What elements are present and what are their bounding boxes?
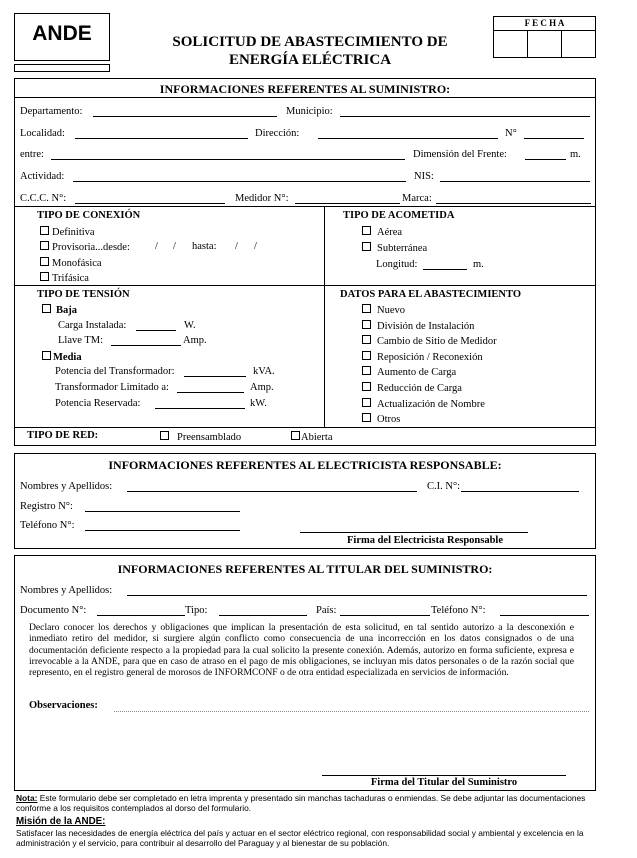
marca-field[interactable] (436, 203, 591, 204)
checkbox-division[interactable] (362, 320, 474, 332)
tension-top-divider (15, 285, 595, 286)
checkbox-baja[interactable] (42, 304, 77, 316)
titular-documento-label: Documento N°: (20, 605, 87, 616)
supply-title: INFORMACIONES REFERENTES AL SUMINISTRO: (159, 82, 451, 96)
titular-firma-label: Firma del Titular del Suministro (370, 777, 518, 788)
electricista-ci-field[interactable] (461, 491, 579, 492)
numero-field[interactable] (524, 138, 584, 139)
red-title: TIPO DE RED: (27, 430, 99, 441)
trafo-limitado-field[interactable] (177, 392, 244, 393)
checkbox-abierta[interactable] (291, 431, 333, 443)
cambio-sitio-label: Cambio de Sitio de Medidor (377, 336, 497, 347)
fecha-label: F E C H A (524, 18, 565, 28)
actualizacion-label: Actualización de Nombre (377, 399, 485, 410)
longitud-label: Longitud: (376, 259, 418, 270)
vertical-divider (324, 207, 325, 427)
electricista-title: INFORMACIONES REFERENTES AL ELECTRICISTA RESPONSABLE: (108, 458, 502, 472)
supply-title-divider (15, 97, 595, 98)
municipio-label: Municipio: (286, 106, 333, 117)
observaciones-field[interactable] (114, 711, 589, 712)
mision-label: Misión de la ANDE: (16, 816, 106, 827)
checkbox-subterranea[interactable] (362, 242, 427, 254)
potencia-reservada-unit: kW. (250, 398, 267, 409)
potencia-trafo-unit: kVA. (253, 366, 275, 377)
checkbox-trifasica[interactable] (40, 272, 89, 284)
potencia-reservada-field[interactable] (155, 408, 245, 409)
aumento-label: Aumento de Carga (377, 367, 457, 378)
provisoria-hasta-slash2: / (254, 241, 257, 252)
titular-firma-line[interactable] (322, 775, 566, 776)
potencia-trafo-field[interactable] (184, 376, 246, 377)
observaciones-label: Observaciones: (29, 700, 98, 711)
titular-declaracion: Declaro conocer los derechos y obligaciones que implican la presentación de esta solicitud, en tal sentido autorizo a la desconexión e inmediato retiro del medidor, si surgiere algún conflicto como consecuencia de una incorrección en los datos consignados o de una documentación deficiente respecto a la propiedad para la cual solicito la presente conexión. Además, autorizo en forma suficiente, expresa e irrevocable a la ANDE, para que en caso de atraso en el pago de mis obligaciones, se incluyan mis datos personales o de la razón social que represento, en el registro general de morosos de INFORMCONF o de otra entidad especializada en servicios de información. (29, 622, 574, 679)
entre-field[interactable] (51, 159, 405, 160)
trifasica-label: Trifásica (52, 273, 89, 284)
checkbox-monofasica[interactable] (40, 257, 102, 269)
numero-label: N° (505, 128, 517, 139)
dimension-label: Dimensión del Frente: (413, 149, 507, 160)
form-title-line1: SOLICITUD DE ABASTECIMIENTO DE (172, 34, 448, 50)
checkbox-definitiva[interactable] (40, 226, 95, 238)
localidad-label: Localidad: (20, 128, 65, 139)
carga-instalada-unit: W. (184, 320, 196, 331)
provisoria-desde-slash2: / (173, 241, 176, 252)
logo-underbar (14, 64, 110, 72)
titular-tipo-field[interactable] (219, 615, 307, 616)
localidad-field[interactable] (75, 138, 248, 139)
ccc-field[interactable] (75, 203, 225, 204)
electricista-firma-label: Firma del Electricista Responsable (346, 535, 504, 546)
checkbox-actualizacion[interactable] (362, 398, 485, 410)
fecha-month-field[interactable] (528, 31, 562, 57)
baja-label: Baja (56, 305, 77, 316)
checkbox-provisoria[interactable] (40, 241, 130, 253)
mision-text: Satisfacer las necesidades de energía eléctrica del país y actuar en el sector eléctrico regional, con responsabilidad social y ambiental y excelencia en la administración y el servicio, para contribuir al desarrollo del Paraguay y al bienestar de su población. (16, 828, 584, 849)
aerea-label: Aérea (377, 227, 403, 238)
electricista-registro-label: Registro N°: (20, 501, 73, 512)
nota-text (16, 793, 594, 813)
potencia-reservada-label: Potencia Reservada: (55, 398, 141, 409)
medidor-field[interactable] (295, 203, 400, 204)
direccion-label: Dirección: (255, 128, 300, 139)
monofasica-label: Monofásica (52, 258, 102, 269)
provisoria-label: Provisoria...desde: (52, 242, 130, 253)
municipio-field[interactable] (340, 116, 590, 117)
titular-nombres-label: Nombres y Apellidos: (20, 585, 113, 596)
direccion-field[interactable] (318, 138, 498, 139)
entre-label: entre: (20, 149, 44, 160)
nota-body: Este formulario debe ser completado en letra imprenta y presentado sin manchas tachaduras o enmiendas. Se debe adjuntar las documentaciones conforme a los requisitos contemplados al dorso del formulario. (16, 793, 586, 814)
preensamblado-label: Preensamblado (177, 432, 242, 443)
electricista-registro-field[interactable] (85, 511, 240, 512)
provisoria-hasta-slash1: / (235, 241, 238, 252)
titular-pais-label: País: (316, 605, 337, 616)
division-label: División de Instalación (377, 321, 475, 332)
titular-nombres-field[interactable] (127, 595, 587, 596)
nota-label: Nota: (16, 793, 38, 803)
titular-pais-field[interactable] (340, 615, 430, 616)
actividad-label: Actividad: (20, 171, 65, 182)
reduccion-label: Reducción de Carga (377, 383, 462, 394)
acometida-title: TIPO DE ACOMETIDA (343, 210, 455, 221)
electricista-telefono-field[interactable] (85, 530, 240, 531)
connection-title: TIPO DE CONEXIÓN (37, 210, 141, 221)
red-top-divider (15, 427, 595, 428)
potencia-trafo-label: Potencia del Transformador: (55, 366, 175, 377)
carga-instalada-field[interactable] (136, 330, 176, 331)
dimension-unit: m. (570, 149, 581, 160)
checkbox-media[interactable] (42, 351, 82, 363)
carga-instalada-label: Carga Instalada: (58, 320, 127, 331)
ccc-label: C.C.C. N°: (20, 193, 67, 204)
checkbox-otros[interactable] (362, 413, 400, 425)
checkbox-preensamblado[interactable] (160, 431, 241, 443)
checkbox-reduccion[interactable] (362, 382, 462, 394)
longitud-unit: m. (473, 259, 484, 270)
llave-field[interactable] (111, 345, 181, 346)
medidor-label: Medidor N°: (235, 193, 289, 204)
electricista-telefono-label: Teléfono N°: (20, 520, 75, 531)
electricista-firma-line[interactable] (300, 532, 528, 533)
otros-label: Otros (377, 414, 401, 425)
actividad-field[interactable] (73, 181, 406, 182)
titular-telefono-field[interactable] (500, 615, 589, 616)
abierta-label: Abierta (301, 432, 333, 443)
nuevo-label: Nuevo (377, 305, 405, 316)
electricista-nombres-label: Nombres y Apellidos: (20, 481, 113, 492)
connection-top-divider (15, 206, 595, 207)
tension-title: TIPO DE TENSIÓN (37, 289, 130, 300)
nis-field[interactable] (440, 181, 590, 182)
provisoria-desde-slash1: / (155, 241, 158, 252)
llave-label: Llave TM: (58, 335, 104, 346)
electricista-ci-label: C.I. N°: (427, 481, 461, 492)
electricista-nombres-field[interactable] (127, 491, 417, 492)
ande-logo: ANDE (32, 22, 92, 45)
trafo-limitado-label: Transformador Limitado a: (55, 382, 169, 393)
titular-title: INFORMACIONES REFERENTES AL TITULAR DEL SUMINISTRO: (117, 562, 493, 576)
trafo-limitado-unit: Amp. (250, 382, 274, 393)
reposicion-label: Reposición / Reconexión (377, 352, 483, 363)
titular-tipo-label: Tipo: (185, 605, 208, 616)
form-title-line2: ENERGÍA ELÉCTRICA (228, 52, 392, 68)
definitiva-label: Definitiva (52, 227, 95, 238)
fecha-year-field[interactable] (562, 31, 595, 57)
hasta-label: hasta: (192, 241, 217, 252)
checkbox-aumento[interactable] (362, 366, 456, 378)
titular-telefono-label: Teléfono N°: (431, 605, 486, 616)
marca-label: Marca: (402, 193, 432, 204)
llave-unit: Amp. (183, 335, 207, 346)
titular-documento-field[interactable] (97, 615, 185, 616)
datos-title: DATOS PARA EL ABASTECIMIENTO (340, 289, 521, 300)
nis-label: NIS: (414, 171, 434, 182)
departamento-field[interactable] (93, 116, 277, 117)
checkbox-cambio-sitio[interactable] (362, 335, 497, 347)
longitud-field[interactable] (423, 269, 467, 270)
dimension-field[interactable] (525, 159, 566, 160)
checkbox-reposicion[interactable] (362, 351, 483, 363)
checkbox-aerea[interactable] (362, 226, 402, 238)
checkbox-nuevo[interactable] (362, 304, 405, 316)
fecha-day-field[interactable] (494, 31, 528, 57)
media-label: Media (53, 352, 82, 363)
departamento-label: Departamento: (20, 106, 83, 117)
subterranea-label: Subterránea (377, 243, 428, 254)
